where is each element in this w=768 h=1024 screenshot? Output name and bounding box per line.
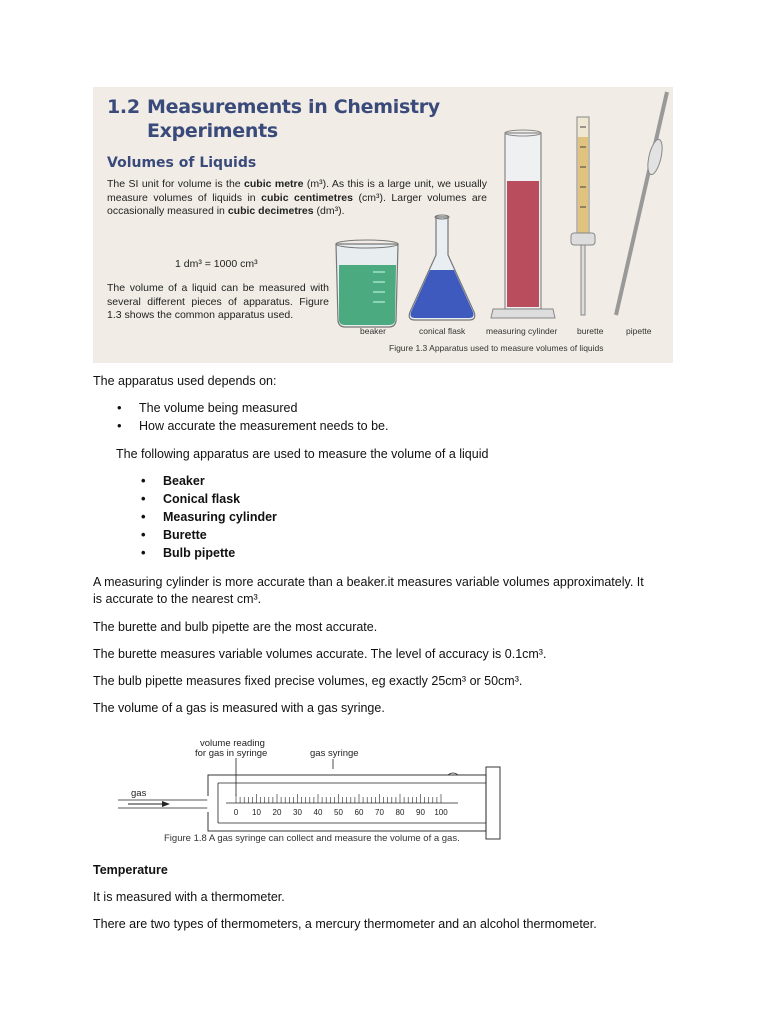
scale-label: 90 xyxy=(416,808,425,817)
list-item: • Beaker xyxy=(141,472,277,490)
thermometer-text: It is measured with a thermometer. xyxy=(93,890,285,904)
label-burette: burette xyxy=(577,326,604,336)
figure-1-3-caption: Figure 1.3 Apparatus used to measure volumes of liquids xyxy=(389,343,604,353)
list-item: • Burette xyxy=(141,526,277,544)
label-volume-reading-1: volume reading xyxy=(200,738,265,749)
burette-drawing xyxy=(571,117,595,315)
depends-list xyxy=(117,399,388,435)
scale-label: 80 xyxy=(395,808,405,817)
apparatus-paragraph: The volume of a liquid can be measured with several different pieces of apparatus. Figure 1.3 shows the common apparatus used. xyxy=(107,282,329,321)
label-gas-syringe: gas syringe xyxy=(310,748,359,759)
section-number: 1.2 xyxy=(107,96,140,118)
list-item: • Conical flask xyxy=(141,490,277,508)
label-pipette: pipette xyxy=(626,326,652,336)
scale-label: 50 xyxy=(334,808,343,817)
cylinder-accuracy-line-2: is accurate to the nearest cm³. xyxy=(93,592,262,606)
scale-label: 60 xyxy=(354,808,364,817)
pipette-drawing xyxy=(616,92,667,315)
subheading: Volumes of Liquids xyxy=(107,155,257,171)
syringe-scale-ticks xyxy=(236,794,441,803)
cylinder-accuracy-line-1: A measuring cylinder is more accurate than a beaker.it measures variable volumes approximately. It xyxy=(93,575,644,589)
label-gas: gas xyxy=(131,788,147,799)
figure-1-8-caption: Figure 1.8 A gas syringe can collect and measure the volume of a gas. xyxy=(164,833,460,844)
scale-label: 40 xyxy=(313,808,323,817)
measuring-cylinder-drawing xyxy=(491,130,555,318)
gas-syringe-figure xyxy=(118,733,518,848)
list-item: • How accurate the measurement needs to be. xyxy=(117,417,388,435)
label-measuring-cylinder: measuring cylinder xyxy=(486,326,558,336)
apparatus-depends-intro: The apparatus used depends on: xyxy=(93,374,277,388)
following-apparatus-text: The following apparatus are used to measure the volume of a liquid xyxy=(116,447,489,461)
syringe-scale-labels xyxy=(234,808,448,817)
si-unit-paragraph: The SI unit for volume is the cubic metre (m³). As this is a large unit, we usually measure volumes of liquids in cubic centimetres (cm³). Larger volumes are occasionally measured in cubic decimetres (dm³). xyxy=(107,178,488,217)
label-beaker: beaker xyxy=(360,326,386,336)
scale-label: 30 xyxy=(293,808,302,817)
pipette-text: The bulb pipette measures fixed precise volumes, eg exactly 25cm³ or 50cm³. xyxy=(93,674,523,688)
conical-flask-drawing xyxy=(409,215,475,320)
scale-label: 100 xyxy=(434,808,448,817)
beaker-drawing xyxy=(336,240,398,327)
textbook-figure xyxy=(93,87,673,363)
scale-label: 0 xyxy=(233,808,239,817)
most-accurate-text: The burette and bulb pipette are the most accurate. xyxy=(93,620,378,634)
gas-volume-text: The volume of a gas is measured with a gas syringe. xyxy=(93,701,385,715)
temperature-heading: Temperature xyxy=(93,863,168,877)
apparatus-illustration xyxy=(93,87,673,363)
label-conical-flask: conical flask xyxy=(419,326,466,336)
apparatus-list xyxy=(141,472,277,562)
burette-text: The burette measures variable volumes accurate. The level of accuracy is 0.1cm³. xyxy=(93,647,547,661)
scale-label: 10 xyxy=(252,808,261,817)
label-volume-reading-2: for gas in syringe xyxy=(195,748,268,759)
thermometer-types-text: There are two types of thermometers, a mercury thermometer and an alcohol thermometer. xyxy=(93,917,597,931)
list-item: • Measuring cylinder xyxy=(141,508,277,526)
dm3-formula: 1 dm³ = 1000 cm³ xyxy=(175,258,258,270)
title-line-2: Experiments xyxy=(147,120,278,142)
list-item: • The volume being measured xyxy=(117,399,388,417)
title-line-1: Measurements in Chemistry xyxy=(147,96,440,118)
scale-label: 70 xyxy=(375,808,384,817)
scale-label: 20 xyxy=(272,808,282,817)
gas-syringe-drawing xyxy=(118,733,518,848)
list-item: • Bulb pipette xyxy=(141,544,277,562)
